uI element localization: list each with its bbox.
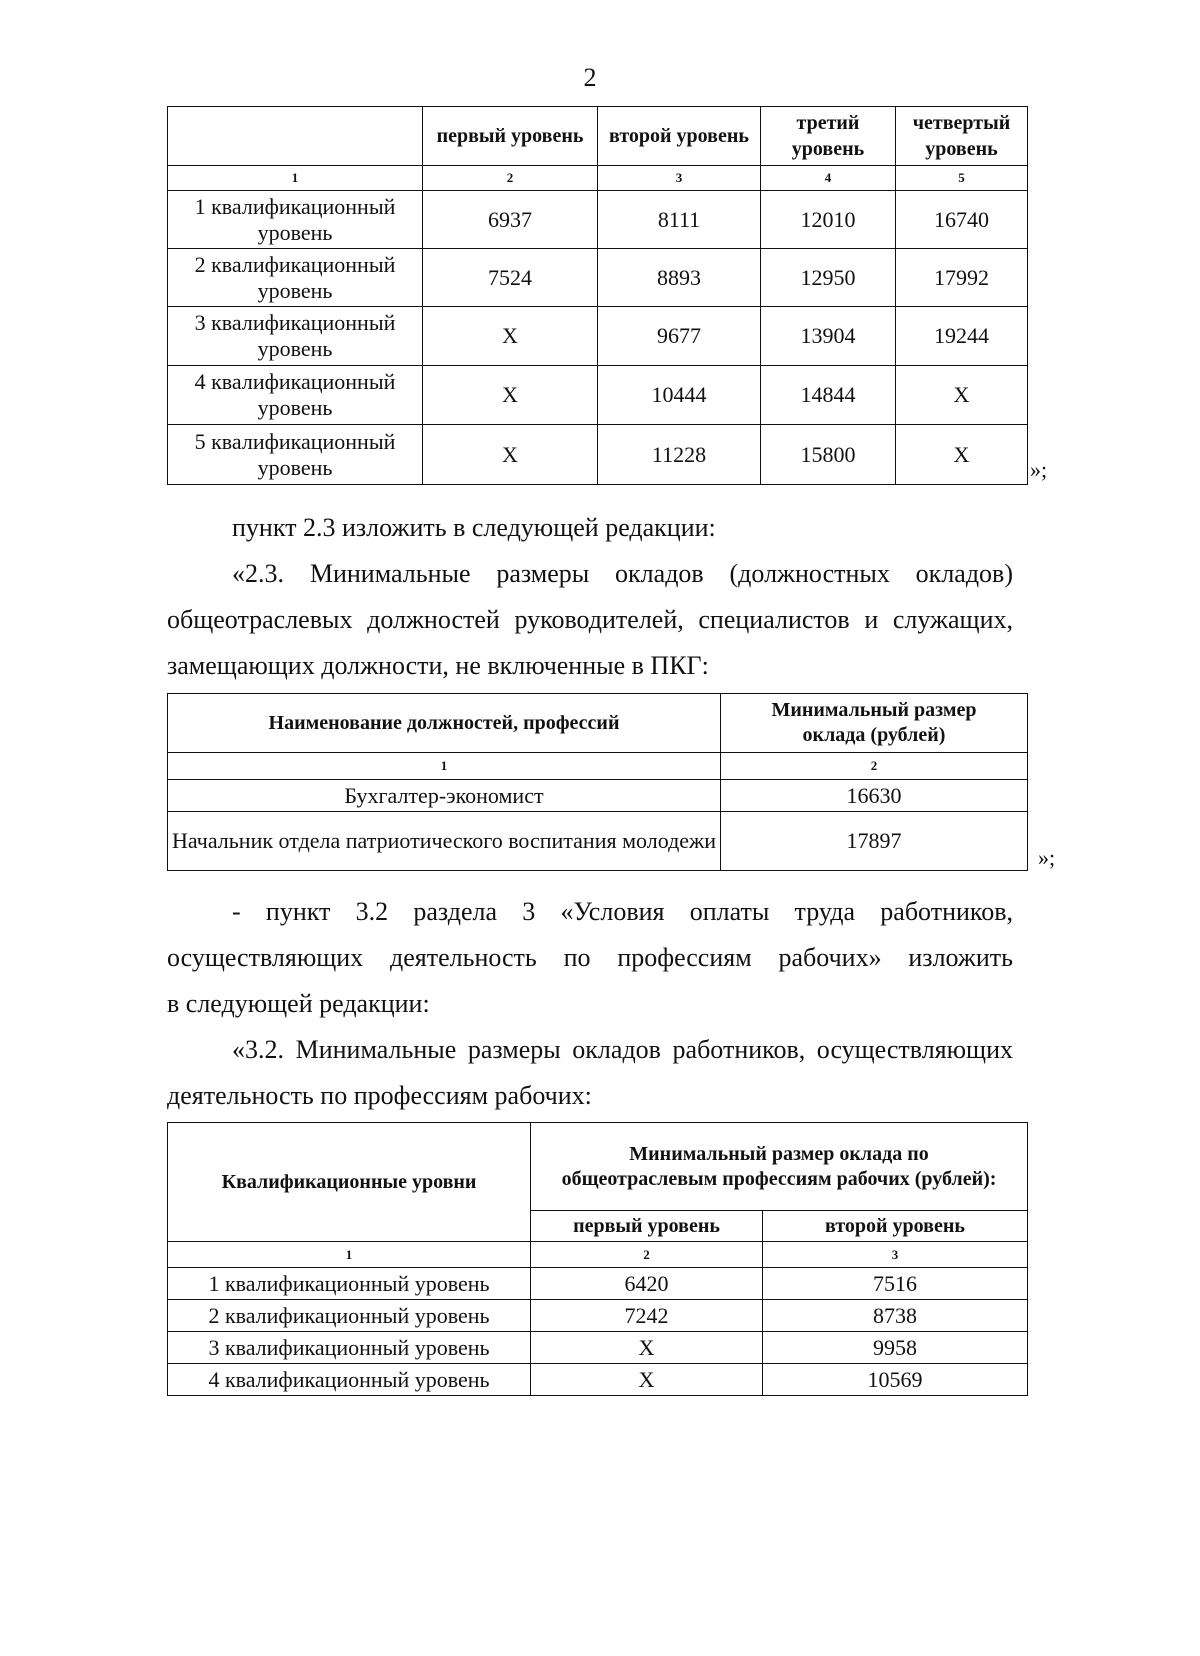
table1-row-label: 1 квалификационный уровень — [168, 191, 423, 249]
paragraph-2-3 — [167, 505, 1013, 689]
table1-cell-value: 6937 — [423, 191, 598, 249]
table3-cell-value: 8738 — [763, 1300, 1028, 1332]
table3-cell-value: 7242 — [531, 1300, 763, 1332]
table3-cell-value: X — [531, 1364, 763, 1396]
table3-subheader-level-1: первый уровень — [531, 1211, 763, 1242]
table2-row — [168, 780, 1028, 812]
table1-row-label: 5 квалификационный уровень — [168, 425, 423, 485]
table1-cell-value: X — [423, 366, 598, 425]
table-positions-salaries — [167, 693, 1028, 871]
paragraph-line: пункт 2.3 изложить в следующей редакции: — [232, 513, 716, 542]
table1-cell-value: 16740 — [896, 191, 1028, 249]
table3-header-row — [168, 1123, 1028, 1211]
table1-cell-value: X — [423, 425, 598, 485]
table3-column-number: 3 — [763, 1242, 1028, 1268]
table2-column-numbers-row — [168, 753, 1028, 780]
paragraph-line: - пункт 3.2 раздела 3 «Условия оплаты труда работников, — [232, 897, 1013, 926]
table1-header-empty — [168, 107, 423, 166]
table1-cell-value: 8893 — [598, 249, 761, 307]
table1-cell-value: 14844 — [761, 366, 896, 425]
table2-salary-value: 16630 — [721, 780, 1028, 812]
table3-column-number: 1 — [168, 1242, 531, 1268]
table1-cell-value: 11228 — [598, 425, 761, 485]
paragraph-line: замещающих должности, не включенные в ПКГ: — [167, 651, 709, 680]
table1-cell-value: X — [423, 307, 598, 366]
table1-header-level-2: второй уровень — [598, 107, 761, 166]
table2-closing-quote: »; — [1038, 845, 1056, 870]
table1-header-level-3: третий уровень — [761, 107, 896, 166]
table3-row — [168, 1268, 1028, 1300]
table3-row — [168, 1332, 1028, 1364]
table3-row — [168, 1364, 1028, 1396]
table2-header-row — [168, 694, 1028, 753]
table1-cell-value: 15800 — [761, 425, 896, 485]
table1-row — [168, 249, 1028, 307]
table1-row-label: 2 квалификационный уровень — [168, 249, 423, 307]
table1-header-level-1: первый уровень — [423, 107, 598, 166]
paragraph-line: «3.2. Минимальные размеры окладов работников, осуществляющих — [232, 1035, 1013, 1064]
table1-cell-value: X — [896, 425, 1028, 485]
table1-row — [168, 366, 1028, 425]
table1-cell-value: 19244 — [896, 307, 1028, 366]
paragraph-line: деятельность по профессиям рабочих: — [167, 1081, 592, 1110]
table3-row-label: 2 квалификационный уровень — [168, 1300, 531, 1332]
table2-header-salary: Минимальный размер оклада (рублей) — [721, 694, 1028, 753]
table2-column-number: 2 — [721, 753, 1028, 780]
table1-closing-quote: »; — [1030, 457, 1048, 482]
table3-cell-value: 6420 — [531, 1268, 763, 1300]
paragraph-line: общеотраслевых должностей руководителей, специалистов и служащих, — [167, 605, 1013, 634]
table3-cell-value: 10569 — [763, 1364, 1028, 1396]
table2-position-name: Начальник отдела патриотического воспитания молодежи — [168, 812, 721, 871]
table3-cell-value: 9958 — [763, 1332, 1028, 1364]
table1-cell-value: 13904 — [761, 307, 896, 366]
table1-row — [168, 191, 1028, 249]
table2-row — [168, 812, 1028, 871]
table1-column-number: 5 — [896, 166, 1028, 191]
table3-header-levels: Квалификационные уровни — [168, 1123, 531, 1242]
table1-cell-value: 7524 — [423, 249, 598, 307]
table3-subheader-level-2: второй уровень — [763, 1211, 1028, 1242]
table3-row — [168, 1300, 1028, 1332]
table1-column-number: 1 — [168, 166, 423, 191]
paragraph-line: в следующей редакции: — [167, 989, 430, 1018]
table2-column-number: 1 — [168, 753, 721, 780]
table3-row-label: 1 квалификационный уровень — [168, 1268, 531, 1300]
table-qualification-salaries — [167, 106, 1028, 485]
table3-column-number: 2 — [531, 1242, 763, 1268]
page-number: 2 — [583, 63, 597, 92]
table1-cell-value: 12950 — [761, 249, 896, 307]
table2-header-position: Наименование должностей, профессий — [168, 694, 721, 753]
table1-column-number: 3 — [598, 166, 761, 191]
table1-row-label: 4 квалификационный уровень — [168, 366, 423, 425]
table3-row-label: 4 квалификационный уровень — [168, 1364, 531, 1396]
table3-cell-value: X — [531, 1332, 763, 1364]
table1-cell-value: 9677 — [598, 307, 761, 366]
table-worker-salaries — [167, 1122, 1028, 1396]
table3-header-salary: Минимальный размер оклада по общеотраслевым профессиям рабочих (рублей): — [531, 1123, 1028, 1211]
table1-column-numbers-row — [168, 166, 1028, 191]
table1-cell-value: 17992 — [896, 249, 1028, 307]
table1-column-number: 4 — [761, 166, 896, 191]
table1-header-level-4: четвертый уровень — [896, 107, 1028, 166]
table3-cell-value: 7516 — [763, 1268, 1028, 1300]
table1-row — [168, 307, 1028, 366]
table3-column-numbers-row — [168, 1242, 1028, 1268]
table1-header-row — [168, 107, 1028, 166]
table2-salary-value: 17897 — [721, 812, 1028, 871]
paragraph-line: осуществляющих деятельность по профессиям рабочих» изложить — [167, 943, 1013, 972]
table1-row — [168, 425, 1028, 485]
table1-row-label: 3 квалификационный уровень — [168, 307, 423, 366]
table3-row-label: 3 квалификационный уровень — [168, 1332, 531, 1364]
table1-cell-value: 8111 — [598, 191, 761, 249]
table1-column-number: 2 — [423, 166, 598, 191]
paragraph-3-2 — [167, 889, 1013, 1119]
table1-cell-value: 10444 — [598, 366, 761, 425]
table1-cell-value: 12010 — [761, 191, 896, 249]
table1-cell-value: X — [896, 366, 1028, 425]
paragraph-line: «2.3. Минимальные размеры окладов (должностных окладов) — [232, 559, 1013, 588]
table2-position-name: Бухгалтер-экономист — [168, 780, 721, 812]
